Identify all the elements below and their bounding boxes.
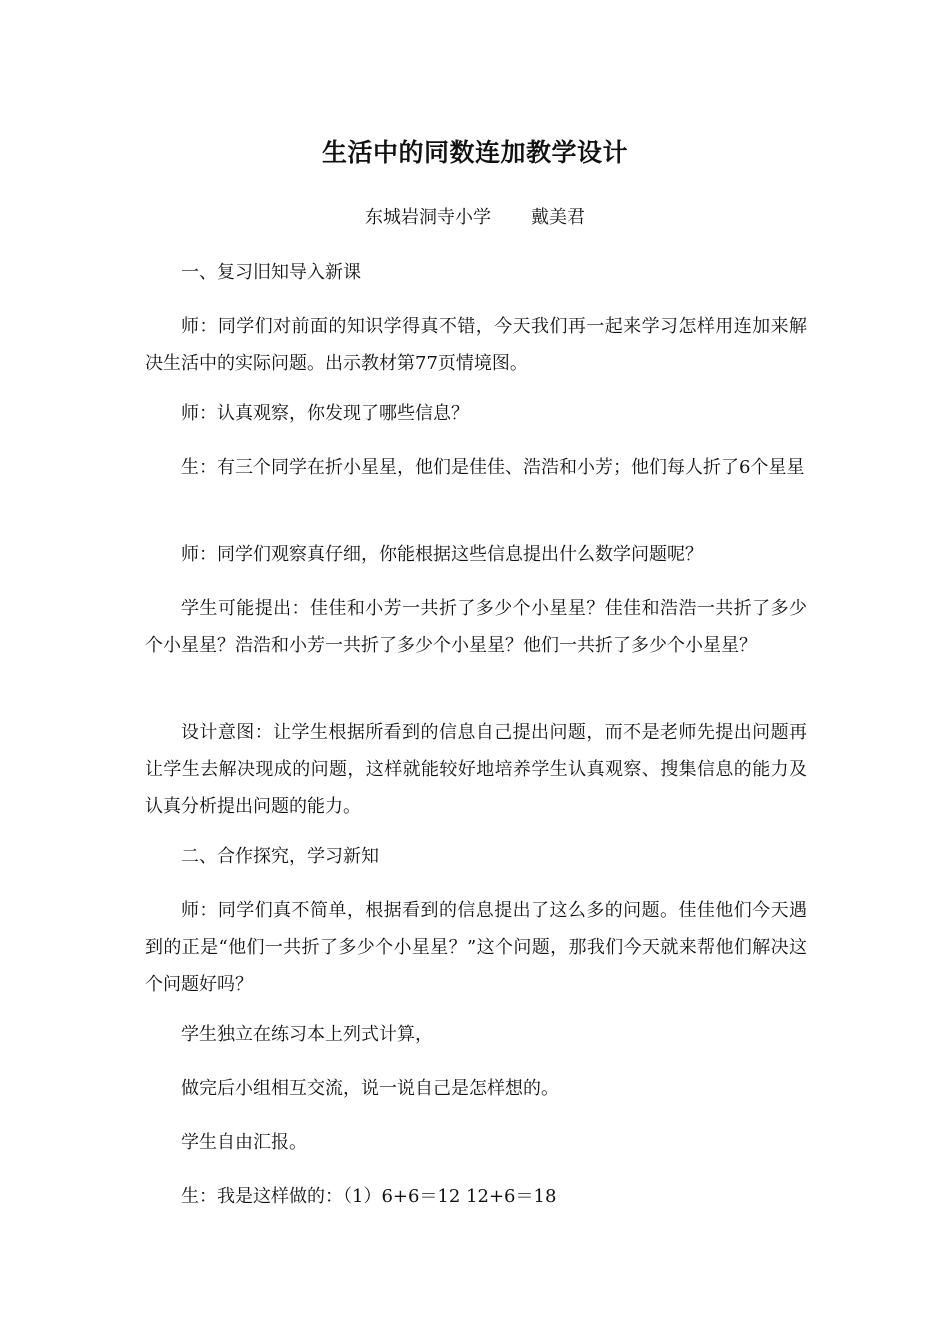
- paragraph-group-exchange: 做完后小组相互交流，说一说自己是怎样想的。: [181, 1078, 559, 1099]
- paragraph-student-method: 生：我是这样做的：（1）6+6＝12 12+6＝18: [181, 1186, 557, 1207]
- section-heading-explore: 二、合作探究，学习新知: [181, 846, 379, 867]
- author-line: 东城岩洞寺小学 戴美君: [364, 207, 586, 228]
- paragraph-teacher-problem: 师：同学们真不简单，根据看到的信息提出了这么多的问题。佳佳他们今天遇到的正是“他们一共折了多少个小星星？”这个问题，那我们今天就来帮他们解决这个问题好吗？: [145, 900, 807, 995]
- paragraph-teacher-observe: 师：认真观察，你发现了哪些信息？: [181, 403, 469, 424]
- paragraph-design-intent: 设计意图：让学生根据所看到的信息自己提出问题，而不是老师先提出问题再让学生去解决现成的问题，这样就能较好地培养学生认真观察、搜集信息的能力及认真分析提出问题的能力。: [145, 722, 807, 817]
- paragraph-teacher-question: 师：同学们观察真仔细，你能根据这些信息提出什么数学问题呢？: [181, 544, 703, 565]
- paragraph-student-info: 生：有三个同学在折小星星，他们是佳佳、浩浩和小芳；他们每人折了6个星星: [181, 457, 805, 478]
- paragraph-teacher-intro: 师：同学们对前面的知识学得真不错，今天我们再一起来学习怎样用连加来解决生活中的实际问题。出示教材第77页情境图。: [145, 316, 807, 374]
- paragraph-independent-work: 学生独立在练习本上列式计算，: [181, 1024, 433, 1045]
- paragraph-student-questions: 学生可能提出：佳佳和小芳一共折了多少个小星星？佳佳和浩浩一共折了多少个小星星？浩浩和小芳一共折了多少个小星星？他们一共折了多少个小星星？: [145, 598, 807, 656]
- paragraph-free-report: 学生自由汇报。: [181, 1132, 307, 1153]
- section-heading-review: 一、复习旧知导入新课: [181, 262, 361, 283]
- document-title: 生活中的同数连加教学设计: [321, 138, 628, 167]
